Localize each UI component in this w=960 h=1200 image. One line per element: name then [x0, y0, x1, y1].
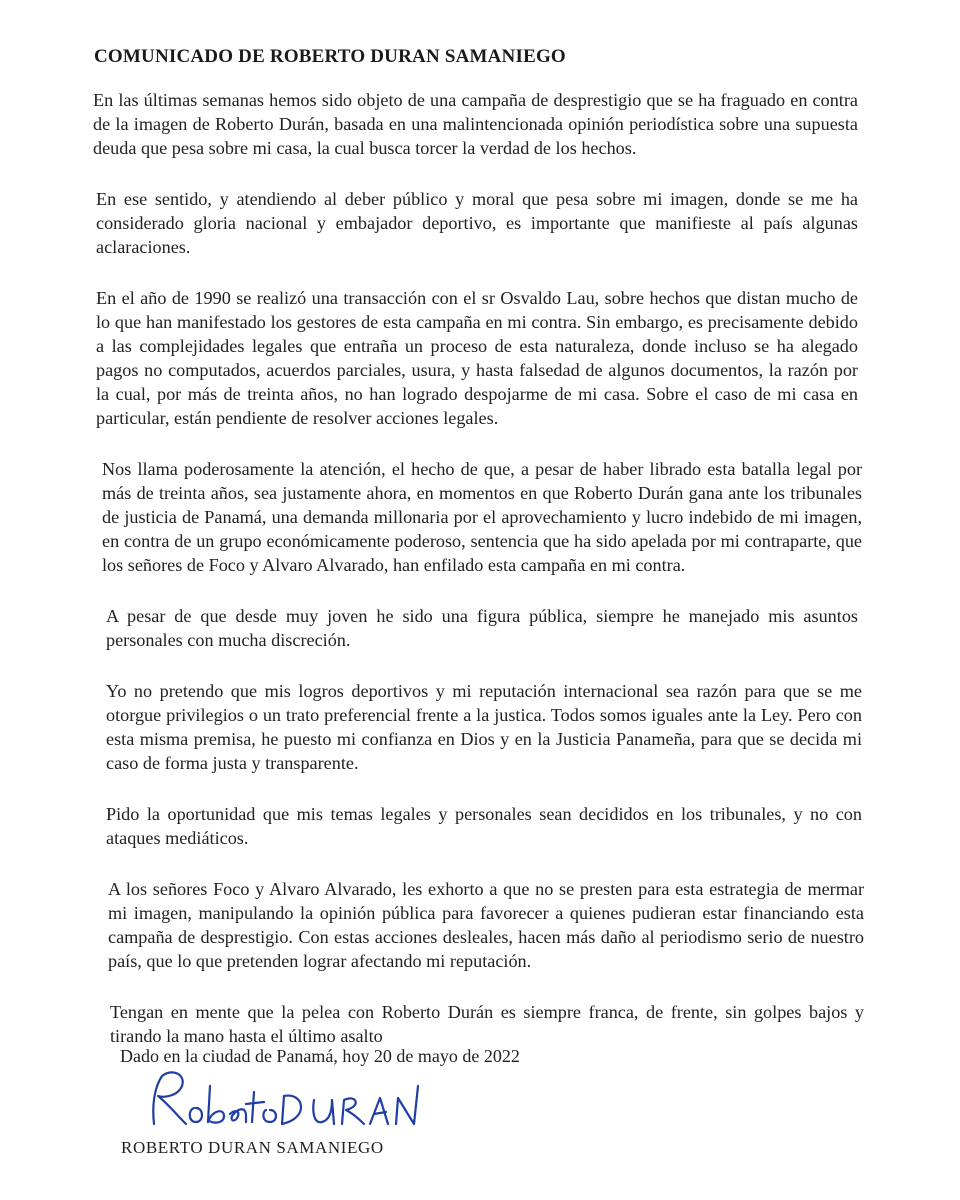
paragraph-3: En el año de 1990 se realizó una transacción con el sr Osvaldo Lau, sobre hechos que distan mucho de lo que han manifestado los gestores de esta campaña en mi contra. Sin embargo, es precisamente debido a las complejidades legales que entraña un proceso de esta naturaleza, donde incluso se ha alegado pagos no computados, acuerdos parciales, usura, y hasta falsedad de algunos documentos, la razón por la cual, por más de treinta años, no han logrado despojarme de mi casa. Sobre el caso de mi casa en particular, están pendiente de resolver acciones legales. — [96, 288, 858, 428]
paragraph-2: En ese sentido, y atendiendo al deber público y moral que pesa sobre mi imagen, donde se me ha considerado gloria nacional y embajador deportivo, es importante que manifieste al país algunas aclaraciones. — [96, 189, 858, 257]
paragraph-1: En las últimas semanas hemos sido objeto de una campaña de desprestigio que se ha fraguado en contra de la imagen de Roberto Durán, basada en una malintencionada opinión periodística sobre una supuesta deuda que pesa sobre mi casa, la cual busca torcer la verdad de los hechos. — [93, 90, 858, 158]
document-title: COMUNICADO DE ROBERTO DURAN SAMANIEGO — [94, 46, 566, 67]
paragraph-9: Tengan en mente que la pelea con Roberto Durán es siempre franca, de frente, sin golpes bajos y tirando la mano hasta el último asalto — [110, 1002, 864, 1046]
signer-name: ROBERTO DURAN SAMANIEGO — [121, 1138, 384, 1157]
paragraph-5: A pesar de que desde muy joven he sido una figura pública, siempre he manejado mis asuntos personales con mucha discreción. — [106, 606, 858, 650]
document-body — [93, 88, 864, 1075]
paragraph-6: Yo no pretendo que mis logros deportivos y mi reputación internacional sea razón para que se me otorgue privilegios o un trato preferencial frente a la justica. Todos somos iguales ante la Ley. Pero con esta misma premisa, he puesto mi confianza en Dios y en la Justicia Panameña, para que se decida mi caso de forma justa y transparente. — [106, 681, 862, 773]
paragraph-4: Nos llama poderosamente la atención, el hecho de que, a pesar de haber librado esta batalla legal por más de treinta años, sea justamente ahora, en momentos en que Roberto Durán gana ante los tribunales de justicia de Panamá, una demanda millonaria por el aprovechamiento y lucro indebido de mi imagen, en contra de un grupo económicamente poderoso, sentencia que ha sido apelada por mi contraparte, que los señores de Foco y Alvaro Alvarado, han enfilado esta campaña en mi contra. — [102, 459, 862, 575]
paragraph-8: A los señores Foco y Alvaro Alvarado, les exhorto a que no se presten para esta estrategia de mermar mi imagen, manipulando la opinión pública para favorecer a quienes pudieran estar financiando esta campaña de desprestigio. Con estas acciones desleales, hacen más daño al periodismo serio de nuestro país, que lo que pretenden lograr afectando mi reputación. — [108, 879, 864, 971]
date-line: Dado en la ciudad de Panamá, hoy 20 de mayo de 2022 — [120, 1046, 520, 1066]
handwritten-signature — [142, 1066, 432, 1136]
paragraph-7: Pido la oportunidad que mis temas legales y personales sean decididos en los tribunales, y no con ataques mediáticos. — [106, 804, 862, 848]
